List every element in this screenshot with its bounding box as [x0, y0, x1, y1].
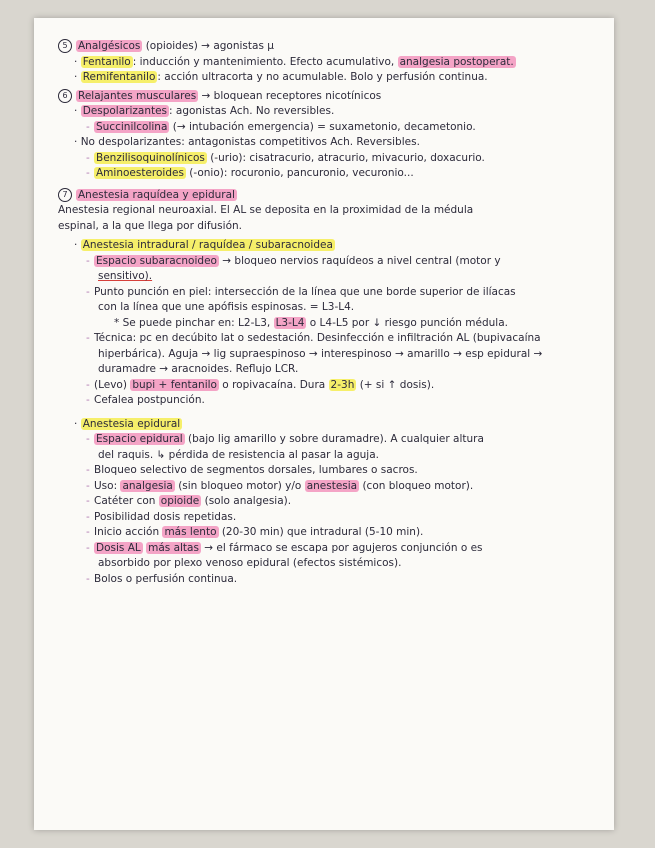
term: Despolarizantes [82, 105, 168, 117]
note-line: · No despolarizantes: antagonistas competitivos Ach. Reversibles. [74, 136, 420, 148]
section-6-heading [58, 89, 592, 105]
note-line [58, 151, 592, 167]
term: Aminoesteroides [96, 167, 184, 179]
note-line [58, 219, 592, 235]
highlight-text: analgesia postoperat. [399, 55, 514, 68]
drug-name: Remifentanilo [82, 71, 156, 83]
note-line: · Despolarizantes : agonistas Ach. No reversibles. [74, 105, 335, 117]
note-text: Catéter con [94, 495, 156, 507]
note-line: * Se puede pinchar en: L2-L3, L3-L4 o L4-L5 por ↓ riesgo punción médula. [114, 316, 508, 329]
highlight-text: analgesia [122, 479, 173, 492]
note-line [58, 463, 592, 479]
note-text: Bloqueo selectivo de segmentos dorsales, lumbares o sacros. [94, 464, 418, 476]
note-line [58, 572, 592, 588]
dash-bullet: - [86, 479, 90, 492]
dash-bullet: - [86, 433, 90, 445]
note-text: del raquis. ↳ pérdida de resistencia al pasar la aguja. [98, 448, 379, 461]
section-title: Analgésicos [78, 40, 141, 52]
note-text: absorbido por plexo venoso epidural (efectos sistémicos). [98, 557, 402, 569]
note-text: (sin bloqueo motor) y/o [174, 479, 302, 492]
note-text: Inicio acción [94, 526, 160, 538]
note-text: Cefalea postpunción. [94, 394, 205, 406]
dash-bullet: - [86, 394, 90, 406]
note-text: (con bloqueo motor). [359, 479, 474, 492]
note-text: Técnica: pc en decúbito lat o sedestación. Desinfección e infiltración AL (bupivacaína [94, 332, 541, 344]
section-number: 6 [58, 89, 72, 103]
note-text: (20-30 min) que intradural (5-10 min). [218, 526, 424, 538]
note-text: (+ si ↑ dosis). [356, 378, 435, 391]
section-subtitle: → bloquean receptores nicotínicos [198, 89, 382, 102]
dash-bullet: - [86, 285, 90, 298]
note-line: · Remifentanilo : acción ultracorta y no acumulable. Bolo y perfusión continua. [74, 71, 488, 83]
highlight-text: anestesia [306, 479, 358, 492]
note-text: (Levo) [94, 378, 127, 391]
highlight-text: Dosis AL [96, 541, 141, 554]
drug-name: Succinilcolina [96, 120, 168, 133]
section-number: 5 [58, 39, 72, 53]
subsection-title: Anestesia intradural / raquídea / subaracnoidea [82, 239, 333, 251]
note-line [58, 393, 592, 409]
note-line [58, 347, 592, 363]
section-subtitle: (opioides) → agonistas μ [142, 40, 274, 52]
note-text: con la línea que une apófisis espinosas. = L3-L4. [98, 301, 355, 313]
note-line [58, 203, 592, 219]
term: Benzilisoquinolínicos [96, 151, 205, 164]
note-line [58, 525, 592, 541]
note-line [58, 331, 592, 347]
dash-bullet: - [86, 495, 90, 507]
section-title: Relajantes musculares [78, 89, 197, 102]
note-text: o L4-L5 por ↓ riesgo punción médula. [306, 316, 508, 329]
note-text: → bloqueo nervios raquídeos a nivel central (motor y [218, 254, 501, 267]
note-text: (-onio): rocuronio, pancuronio, vecuronio... [185, 167, 414, 179]
note-line [58, 120, 592, 136]
note-line [58, 541, 592, 557]
note-line [58, 166, 592, 182]
dash-bullet: - [86, 526, 90, 538]
note-text: Bolos o perfusión continua. [94, 572, 238, 585]
subsection-heading: · Anestesia intradural / raquídea / subaracnoidea [74, 239, 333, 251]
dash-bullet: - [86, 572, 90, 585]
note-line [58, 448, 592, 464]
note-line [58, 362, 592, 378]
highlight-text: más altas [148, 541, 199, 554]
note-text: (-urio): cisatracurio, atracurio, mivacurio, doxacurio. [206, 151, 485, 164]
handwritten-notes [58, 36, 592, 587]
dash-bullet: - [86, 120, 90, 133]
highlight-text: L3-L4 [275, 316, 305, 329]
term: Espacio epidural [96, 433, 183, 445]
subsection-heading: · Anestesia epidural [74, 417, 181, 430]
note-text: : agonistas Ach. No reversibles. [169, 105, 335, 117]
subsection-title: Anestesia epidural [82, 417, 181, 430]
note-text: (solo analgesia). [201, 495, 292, 507]
term: Espacio subaracnoideo [96, 254, 217, 267]
spacer [58, 409, 592, 417]
note-line [58, 556, 592, 572]
note-line [58, 479, 592, 495]
note-text: Se puede pinchar en: L2-L3, [122, 316, 271, 329]
note-text: espinal, a la que llega por difusión. [58, 219, 242, 232]
note-text: hiperbárica). Aguja → lig supraespinoso → interespinoso → amarillo → esp epidural → [98, 347, 543, 360]
dash-bullet: - [86, 151, 90, 164]
highlight-text: bupi + fentanilo [132, 378, 217, 391]
dash-bullet: - [86, 254, 90, 267]
notebook-page [34, 18, 614, 830]
note-text: duramadre → aracnoides. Reflujo LCR. [98, 363, 299, 375]
highlight-text: 2-3h [330, 378, 355, 391]
note-text: (bajo lig amarillo y sobre duramadre). A cualquier altura [184, 433, 484, 445]
note-line: · Fentanilo : inducción y mantenimiento. Efecto acumulativo, analgesia postoperat. [74, 55, 514, 68]
dash-bullet: - [86, 464, 90, 476]
dash-bullet: - [86, 167, 90, 179]
note-line [58, 432, 592, 448]
note-text: Uso: [94, 479, 118, 492]
note-text: → el fármaco se escapa por agujeros conjunción o es [200, 541, 483, 554]
drug-name: Fentanilo [82, 55, 131, 68]
section-7-heading [58, 188, 592, 204]
note-text: No despolarizantes: antagonistas competitivos Ach. Reversibles. [80, 136, 420, 148]
note-text: Posibilidad dosis repetidas. [94, 510, 237, 523]
section-5-heading [58, 39, 592, 55]
section-number: 7 [58, 188, 72, 202]
note-text: Anestesia regional neuroaxial. El AL se deposita en la proximidad de la médula [58, 204, 474, 216]
note-text: sensitivo). [98, 270, 153, 282]
note-line [58, 254, 592, 270]
dash-bullet: - [86, 510, 90, 523]
dash-bullet: - [86, 378, 90, 391]
note-line [58, 300, 592, 316]
note-text: : acción ultracorta y no acumulable. Bolo y perfusión continua. [157, 71, 488, 83]
highlight-text: más lento [164, 526, 217, 538]
note-text: (→ intubación emergencia) = suxametonio, decametonio. [169, 120, 476, 133]
section-title: Anestesia raquídea y epidural [78, 188, 235, 201]
note-line [58, 285, 592, 301]
dash-bullet: - [86, 541, 90, 554]
dash-bullet: - [86, 332, 90, 344]
note-line [58, 510, 592, 526]
note-text: Punto punción en piel: intersección de la línea que une borde superior de ilíacas [94, 285, 516, 298]
note-text: : inducción y mantenimiento. Efecto acumulativo, [132, 55, 395, 68]
note-line [58, 269, 592, 285]
note-line [58, 494, 592, 510]
highlight-text: opioide [160, 495, 200, 507]
note-line [58, 378, 592, 394]
note-text: o ropivacaína. Dura [218, 378, 326, 391]
